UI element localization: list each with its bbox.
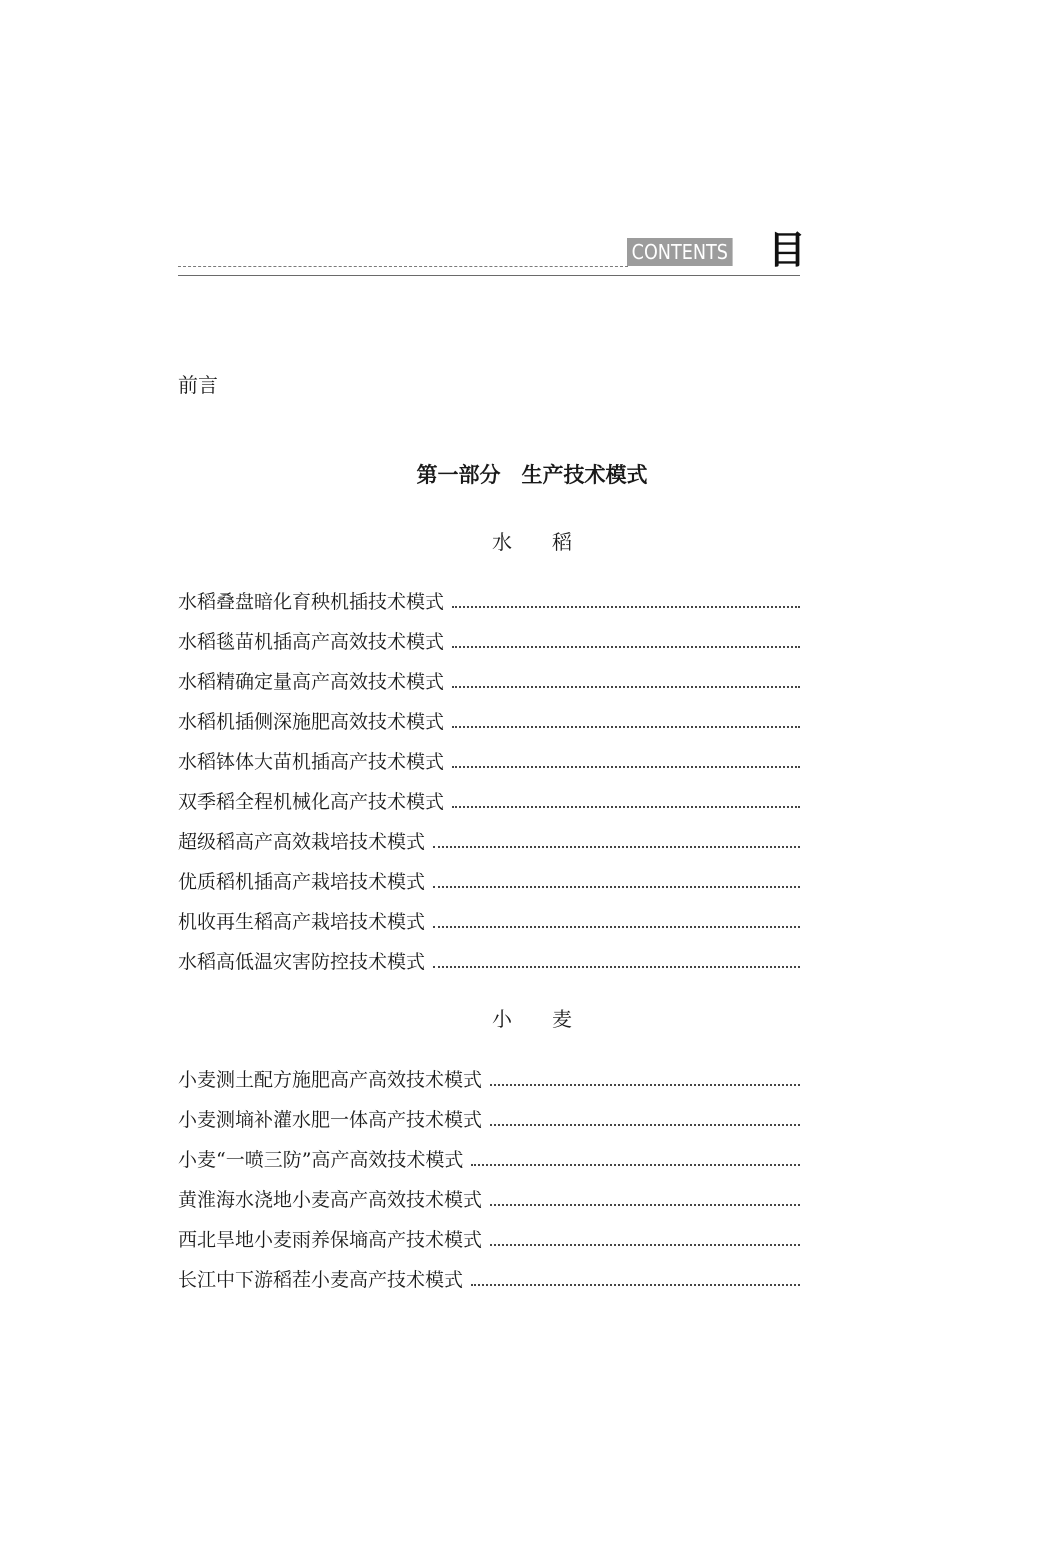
toc-entry-title: 机收再生稻高产栽培技术模式 <box>178 910 426 933</box>
dot-leader <box>471 1283 800 1286</box>
dot-leader <box>471 1163 800 1166</box>
toc-entry-title: 双季稻全程机械化高产技术模式 <box>178 790 445 813</box>
dot-leader <box>490 1243 800 1246</box>
dot-leader <box>452 765 800 768</box>
toc-entry[interactable] <box>178 700 800 740</box>
toc-entry[interactable] <box>178 940 800 980</box>
dot-leader <box>490 1203 800 1206</box>
toc-entry[interactable] <box>178 740 800 780</box>
contents-header <box>0 0 807 300</box>
toc-entry[interactable] <box>178 580 800 620</box>
header-solid-rule <box>178 275 800 276</box>
toc-entry[interactable] <box>178 620 800 660</box>
toc-entry-title: 小麦测墒补灌水肥一体高产技术模式 <box>178 1108 483 1131</box>
contents-badge: CONTENTS <box>627 238 733 266</box>
section-title-wheat: 小 麦 <box>492 1007 572 1031</box>
dot-leader <box>433 965 800 968</box>
toc-entry-preface[interactable]: 前言 <box>178 373 218 397</box>
contents-heading-glyph: 目 <box>768 228 807 272</box>
toc-entry[interactable] <box>178 900 800 940</box>
toc-entry-title: 水稻高低温灾害防控技术模式 <box>178 950 426 973</box>
dot-leader <box>433 845 800 848</box>
dot-leader <box>490 1083 800 1086</box>
dot-leader <box>452 645 800 648</box>
toc-entry-title: 水稻精确定量高产高效技术模式 <box>178 670 445 693</box>
toc-entry[interactable] <box>178 660 800 700</box>
toc-entry-title: 水稻机插侧深施肥高效技术模式 <box>178 710 445 733</box>
toc-list-wheat <box>178 1058 800 1298</box>
toc-entry[interactable] <box>178 1058 800 1098</box>
toc-list-rice <box>178 580 800 980</box>
toc-entry-title: 长江中下游稻茬小麦高产技术模式 <box>178 1268 464 1291</box>
dot-leader <box>452 685 800 688</box>
toc-entry[interactable] <box>178 1258 800 1298</box>
dot-leader <box>452 805 800 808</box>
toc-entry-title: 小麦“一喷三防”高产高效技术模式 <box>178 1148 464 1171</box>
toc-entry[interactable] <box>178 1098 800 1138</box>
toc-entry[interactable] <box>178 820 800 860</box>
toc-entry-title: 小麦测土配方施肥高产高效技术模式 <box>178 1068 483 1091</box>
toc-entry[interactable] <box>178 1138 800 1178</box>
toc-entry-title: 水稻钵体大苗机插高产技术模式 <box>178 750 445 773</box>
toc-entry[interactable] <box>178 1178 800 1218</box>
part-title: 第一部分 生产技术模式 <box>416 462 648 487</box>
toc-entry-title: 西北旱地小麦雨养保墒高产技术模式 <box>178 1228 483 1251</box>
toc-entry-title: 超级稻高产高效栽培技术模式 <box>178 830 426 853</box>
toc-entry[interactable] <box>178 860 800 900</box>
dot-leader <box>433 925 800 928</box>
section-title-rice: 水 稻 <box>492 530 572 554</box>
toc-entry-title: 水稻毯苗机插高产高效技术模式 <box>178 630 445 653</box>
toc-entry[interactable] <box>178 780 800 820</box>
dot-leader <box>452 605 800 608</box>
toc-entry-title: 黄淮海水浇地小麦高产高效技术模式 <box>178 1188 483 1211</box>
header-dashed-rule <box>178 266 628 267</box>
dot-leader <box>490 1123 800 1126</box>
dot-leader <box>433 885 800 888</box>
dot-leader <box>452 725 800 728</box>
toc-entry-title: 水稻叠盘暗化育秧机插技术模式 <box>178 590 445 613</box>
toc-entry-title: 优质稻机插高产栽培技术模式 <box>178 870 426 893</box>
toc-entry[interactable] <box>178 1218 800 1258</box>
